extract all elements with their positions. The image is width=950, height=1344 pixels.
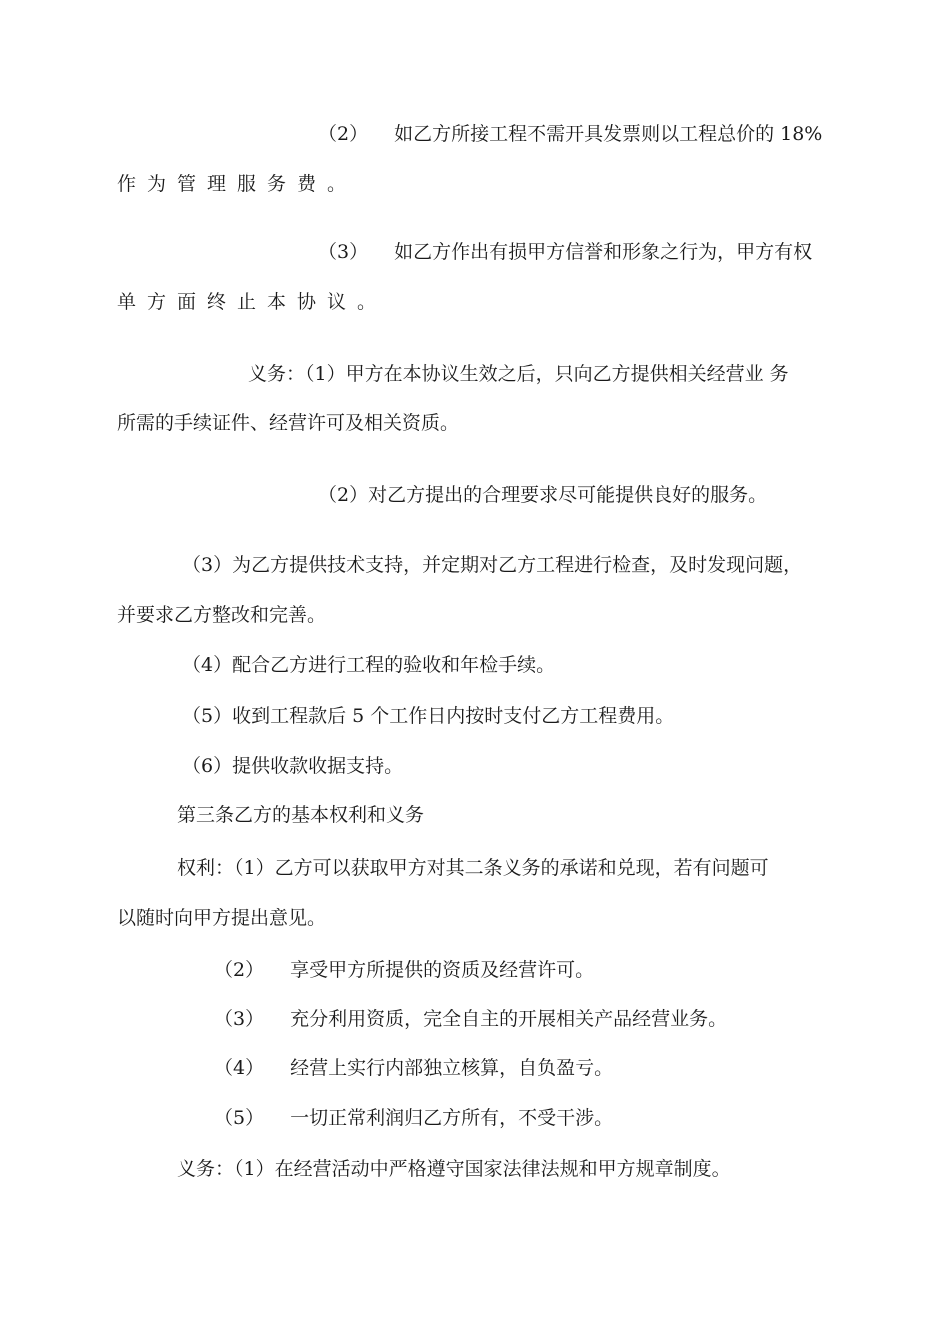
item-number: （5）: [214, 1107, 265, 1129]
item-number: （2）: [214, 959, 265, 981]
party-b-right-5: [214, 1106, 613, 1130]
party-a-duty-2: （2）对乙方提出的合理要求尽可能提供良好的服务。: [318, 484, 768, 506]
item-text: 享受甲方所提供的资质及经营许可。: [290, 959, 595, 981]
party-b-right-1-line2: 以随时向甲方提出意见。: [117, 907, 327, 929]
party-a-duty-1-line1: 义务：（1）甲方在本协议生效之后，只向乙方提供相关经营业 务: [248, 363, 789, 385]
party-a-duty-1-line2: 所需的手续证件、经营许可及相关资质。: [117, 412, 460, 434]
item-text: 如乙方作出有损甲方信誉和形象之行为，甲方有权: [394, 241, 813, 263]
party-b-right-2: [214, 958, 594, 982]
clause-3-termination-line2: 单方面终止本协议。: [117, 291, 388, 313]
item-text: 充分利用资质，完全自主的开展相关产品经营业务。: [290, 1008, 728, 1030]
party-a-duty-3-line1: （3）为乙方提供技术支持，并定期对乙方工程进行检查，及时发现问题，: [182, 554, 803, 576]
party-b-right-1-line1: 权利：（1）乙方可以获取甲方对其二条义务的承诺和兑现，若有问题可: [177, 857, 769, 879]
clause-2-fee-line2: 作为管理服务费。: [117, 173, 358, 195]
item-number: （3）: [214, 1008, 265, 1030]
item-text: 经营上实行内部独立核算，自负盈亏。: [290, 1057, 614, 1079]
party-b-right-3: [214, 1007, 727, 1031]
party-a-duty-5: （5）收到工程款后 5 个工作日内按时支付乙方工程费用。: [182, 705, 675, 727]
party-a-duty-6: （6）提供收款收据支持。: [182, 755, 404, 777]
item-number: （2）: [318, 123, 369, 145]
item-number: （3）: [318, 241, 369, 263]
party-a-duty-3-line2: 并要求乙方整改和完善。: [117, 604, 327, 626]
party-a-duty-4: （4）配合乙方进行工程的验收和年检手续。: [182, 654, 556, 676]
party-b-right-4: [214, 1056, 613, 1080]
clause-2-fee-line1: [318, 122, 822, 146]
item-number: （4）: [214, 1057, 265, 1079]
article-3-heading: 第三条乙方的基本权利和义务: [177, 804, 425, 826]
party-b-duty-1: 义务：（1）在经营活动中严格遵守国家法律法规和甲方规章制度。: [177, 1158, 731, 1180]
item-text: 一切正常利润归乙方所有，不受干涉。: [290, 1107, 614, 1129]
item-text: 如乙方所接工程不需开具发票则以工程总价的 18%: [394, 123, 823, 145]
clause-3-termination-line1: [318, 240, 812, 264]
